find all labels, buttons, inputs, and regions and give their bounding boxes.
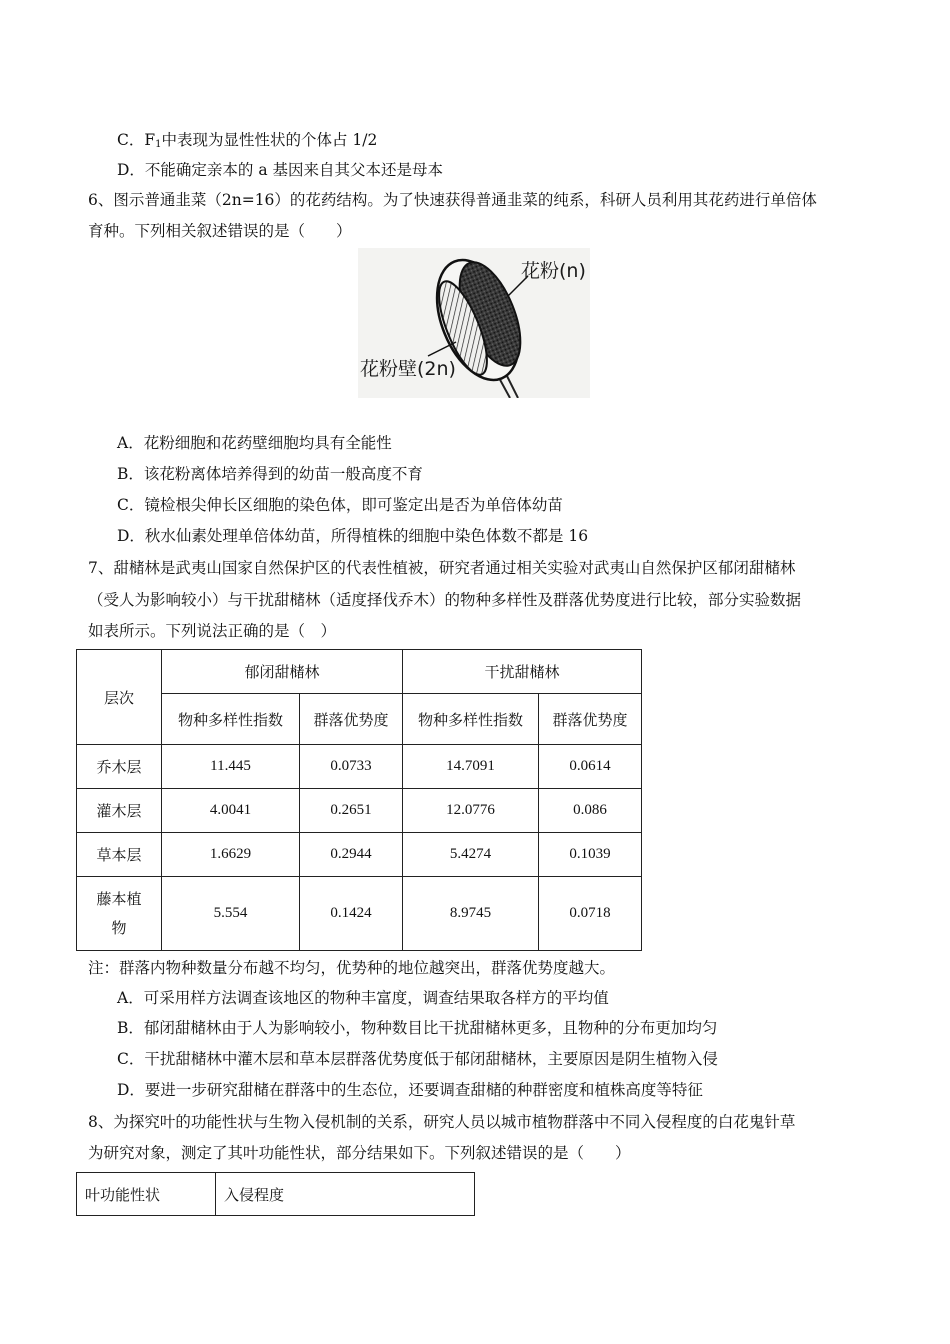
q6-option-a: A．花粉细胞和花药壁细胞均具有全能性 [117,434,392,452]
table-row [77,833,642,877]
subheader-dominance-1: 群落优势度 [300,694,403,745]
row-layer: 灌木层 [77,789,162,833]
table-cell: 14.7091 [403,745,539,789]
table-row [77,789,642,833]
row-layer: 乔木层 [77,745,162,789]
q7-stem-line3: 如表所示。下列说法正确的是（ ） [88,622,337,640]
table-cell: 0.086 [539,789,642,833]
table-cell: 5.554 [162,877,300,951]
table-cell: 11.445 [162,745,300,789]
q7-option-c: C．干扰甜槠林中灌木层和草本层群落优势度低于郁闭甜槠林，主要原因是阴生植物入侵 [117,1050,718,1068]
table-cell: 1.6629 [162,833,300,877]
q8-table [76,1172,475,1216]
q7-option-b: B．郁闭甜槠林由于人为影响较小，物种数目比干扰甜槠林更多，且物种的分布更加均匀 [117,1019,718,1037]
header-disturbed-forest: 干扰甜槠林 [403,650,642,694]
pollen-label: 花粉(n) [521,260,586,282]
row-layer: 藤本植 物 [77,877,162,951]
header-closed-forest: 郁闭甜槠林 [162,650,403,694]
q7-option-d: D．要进一步研究甜槠在群落中的生态位，还要调查甜槠的种群密度和植株高度等特征 [117,1081,703,1099]
q6-option-b: B．该花粉离体培养得到的幼苗一般高度不育 [117,465,423,483]
q8-stem-line1: 8、为探究叶的功能性状与生物入侵机制的关系，研究人员以城市植物群落中不同入侵程度的白花鬼针草 [88,1113,796,1131]
table-row [77,877,642,951]
header-invasion-degree: 入侵程度 [216,1173,475,1216]
q6-option-d: D．秋水仙素处理单倍体幼苗，所得植株的细胞中染色体数不都是 16 [117,527,589,545]
q5-option-c: C．$F_1$中表现为显性性状的个体占 1/2 [117,131,378,150]
table-row [77,745,642,789]
subheader-diversity-1: 物种多样性指数 [162,694,300,745]
table-cell: 0.2944 [300,833,403,877]
q7-stem-line2: （受人为影响较小）与干扰甜槠林（适度择伐乔木）的物种多样性及群落优势度进行比较，部分实验数据 [88,591,802,609]
q7-option-a: A．可采用样方法调查该地区的物种丰富度，调查结果取各样方的平均值 [117,989,609,1007]
table-cell: 0.2651 [300,789,403,833]
table-cell: 12.0776 [403,789,539,833]
table-cell: 0.1424 [300,877,403,951]
table-cell: 4.0041 [162,789,300,833]
table-cell: 0.0733 [300,745,403,789]
subheader-diversity-2: 物种多样性指数 [403,694,539,745]
q7-table-note: 注：群落内物种数量分布越不均匀，优势种的地位越突出，群落优势度越大。 [88,959,616,977]
table-cell: 0.1039 [539,833,642,877]
pollen-wall-label: 花粉壁(2n) [360,358,456,380]
subheader-dominance-2: 群落优势度 [539,694,642,745]
q5-option-d: D．不能确定亲本的 a 基因来自其父本还是母本 [117,161,444,179]
q7-data-table [76,649,642,951]
header-layer: 层次 [77,650,162,745]
q8-stem-line2: 为研究对象，测定了其叶功能性状，部分结果如下。下列叙述错误的是（ ） [88,1144,631,1162]
q6-stem-line2: 育种。下列相关叙述错误的是（ ） [88,222,352,240]
table-cell: 8.9745 [403,877,539,951]
q6-stem-line1: 6、图示普通韭菜（2n=16）的花药结构。为了快速获得普通韭菜的纯系，科研人员利用其花药进行单倍体 [88,191,817,209]
q6-option-c: C．镜检根尖伸长区细胞的染色体，即可鉴定出是否为单倍体幼苗 [117,496,563,514]
q7-stem-line1: 7、甜槠林是武夷山国家自然保护区的代表性植被，研究者通过相关实验对武夷山自然保护区郁闭甜槠林 [88,559,796,577]
row-layer: 草本层 [77,833,162,877]
anther-figure [358,248,590,398]
table-cell: 0.0614 [539,745,642,789]
table-cell: 0.0718 [539,877,642,951]
table-cell: 5.4274 [403,833,539,877]
header-leaf-trait: 叶功能性状 [77,1173,216,1216]
